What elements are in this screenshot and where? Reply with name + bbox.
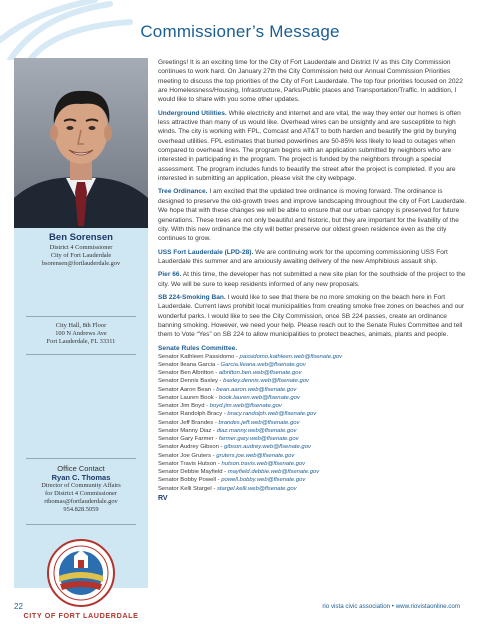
senator-email-link[interactable]: baxley.dennis.web@flsenate.gov (223, 378, 309, 385)
paragraph-lead: Tree Ordinance. (158, 188, 208, 196)
senator-email-link[interactable]: powell.bobby.web@flsenate.gov (221, 477, 306, 484)
senator-list-item (158, 353, 468, 361)
senator-name: Senator Debbie Mayfield - (158, 469, 228, 476)
senator-list-item (158, 402, 468, 410)
sidebar-divider (26, 316, 136, 317)
senator-email-link[interactable]: brandes.jeff.web@flsenate.gov (218, 419, 300, 426)
senator-name: Senator Lauren Book - (158, 394, 219, 401)
senator-list-item (158, 369, 468, 377)
senator-name: Senator Jeff Brandes - (158, 419, 219, 426)
senator-list-item (158, 419, 468, 427)
senator-name: Senator Jim Boyd - (158, 403, 210, 410)
page-title: Commissioner’s Message (140, 22, 340, 41)
senator-email-link[interactable]: diaz.manny.web@flsenate.gov (216, 427, 297, 434)
senator-email-link[interactable]: gruters.joe.web@flsenate.gov (216, 452, 295, 459)
senator-email-link[interactable]: Garcia.Ileana.web@flsenate.gov (220, 361, 306, 368)
senator-email-link[interactable]: passidomo.kathleen.web@flsenate.gov (239, 353, 343, 360)
paragraph-lead: USS Fort Lauderdale (LPD-28). (158, 248, 254, 256)
senator-list-item (158, 394, 468, 402)
senator-name: Senator Joe Gruters - (158, 452, 217, 459)
senator-name: Senator Kathleen Passidomo - (158, 353, 240, 360)
senator-list-item (158, 476, 468, 484)
senator-email-link[interactable]: mayfield.debbie.web@flsenate.gov (227, 469, 320, 476)
paragraph-lead: Pier 66. (158, 271, 182, 279)
office-contact-label: Office Contact (57, 464, 105, 473)
senator-list-item (158, 443, 468, 451)
office-contact (14, 464, 148, 514)
rules-committee-heading: Senate Rules Committee. (158, 344, 238, 352)
commissioner-info (14, 232, 148, 268)
article-body (158, 58, 468, 502)
senator-list-item (158, 435, 468, 443)
sidebar-divider (26, 354, 136, 355)
paragraph-text: I would like to see that there be no more smoking on the beach here in Fort Lauderdale. Current laws prohibit local municipalities from creating smoke free zones on beaches and our wonderful parks. I would like to see the City Commission, once SB 224 passes, create an ordinance banning smoking. However, we need your help. Please reach out to the Senate Rules Committee and tell them to Vote “Yes” on SB 224 to allow municipalities to protect beaches, animals, plants and people. (158, 293, 465, 339)
senator-list-item (158, 452, 468, 460)
senator-email-link[interactable]: bracy.randolph.web@flsenate.gov (227, 411, 317, 418)
senator-name: Senator Bobby Powell - (158, 477, 222, 484)
commissioner-name: Ben Sorensen (49, 232, 113, 243)
senator-email-link[interactable]: stargel.kelli.web@flsenate.gov (216, 485, 297, 492)
senator-list (158, 353, 468, 493)
commissioner-title: District 4 Commissioner (49, 244, 113, 251)
office-contact-line: for District 4 Commissioner (45, 490, 117, 497)
senator-list-item (158, 377, 468, 385)
commissioner-portrait (14, 58, 148, 228)
paragraph-text: While electricity and internet and are vital, the way they enter our homes is often less attractive than many of us would like. Overhead wires can be unsightly and are susceptible to high winds. The city is working with FPL, Comcast and AT&T to both harden and beautify the grid by burying overhead utilities. FPL estimates that buried powerlines are 50-85% less likely to lead to outages when compared to overhead lines. The program begins with an application submitted by neighbors who are interested in participating in the program. The project is funded by the neighbors through a special assessment. The program includes funds to beautify the street after the project is completed. If you are interested in submitting an application, please visit the city webpage. (158, 109, 461, 183)
city-name-wordmark: CITY OF FORT LAUDERDALE (23, 611, 139, 620)
address-line: Fort Lauderdale, FL 33311 (46, 338, 116, 345)
senator-list-item (158, 468, 468, 476)
paragraph-text: At this time, the developer has not submitted a new site plan for the southside of the project to the city. We will be sure to keep residents informed of any new proposals. (158, 271, 466, 288)
address-line: 100 N Andrews Ave (55, 330, 107, 337)
senator-name: Senator Aaron Bean - (158, 386, 217, 393)
senator-list-item (158, 361, 468, 369)
office-contact-line: Director of Community Affairs (41, 482, 121, 489)
paragraph-uss-fort-lauderdale (158, 248, 468, 267)
paragraph-pier-66 (158, 270, 468, 289)
senator-name: Senator Travis Hutson - (158, 460, 222, 467)
senator-list-item (158, 460, 468, 468)
paragraph-text: I am excited that the updated tree ordinance is moving forward. The ordinance is designed to preserve the old-growth trees and improve landscaping throughout the city of Fort Lauderdale. We hope that with these changes we will be able to ensure that our urban canopy is preserved for future generations. These trees are not only beautiful and historic, but they are important for the livability of the city. With this new ordinance the city will better preserve our oldest green residence even as the city continues to grow. (158, 188, 467, 243)
senator-name: Senator Manny Diaz - (158, 427, 217, 434)
senator-list-item (158, 386, 468, 394)
senator-name: Senator Ben Albritton - (158, 370, 219, 377)
paragraph-tree-ordinance (158, 187, 468, 243)
senator-email-link[interactable]: boyd.jim.web@flsenate.gov (209, 403, 282, 410)
senator-email-link[interactable]: book.lauren.web@flsenate.gov (218, 394, 300, 401)
publication-footer: rio vista civic association • www.riovistaonline.com (322, 603, 460, 610)
sidebar-divider (26, 458, 136, 459)
senator-email-link[interactable]: gibson.audrey.web@flsenate.gov (224, 444, 311, 451)
senator-name: Senator Randolph Bracy - (158, 411, 228, 418)
office-contact-name: Ryan C. Thomas (51, 473, 111, 482)
senator-email-link[interactable]: bean.aaron.web@flsenate.gov (216, 386, 297, 393)
paragraph-underground-utilities (158, 109, 468, 184)
address-line: City Hall, 8th Floor (55, 322, 107, 329)
senator-email-link[interactable]: farmer.gary.web@flsenate.gov (218, 436, 299, 443)
senator-email-link[interactable]: albritton.ben.web@flsenate.gov (218, 370, 302, 377)
senator-list-item (158, 485, 468, 493)
senator-email-link[interactable]: hutson.travis.web@flsenate.gov (221, 460, 306, 467)
senator-name: Senator Dennis Baxley - (158, 378, 224, 385)
paragraph-text: We are continuing work for the upcoming commissioning USS Fort Lauderdale this summer and are anxiously awaiting delivery of the new Amphibious assault ship. (158, 248, 448, 265)
senator-name: Senator Ileana Garcia - (158, 361, 221, 368)
commissioner-email: bsorensen@fortlauderdale.gov (41, 260, 121, 267)
page-number: 22 (14, 602, 23, 611)
paragraph-sb-224 (158, 293, 468, 340)
senator-list-item (158, 410, 468, 418)
office-contact-email: rthomas@fortlauderdale.gov (44, 498, 118, 505)
sidebar-divider (26, 524, 136, 525)
paragraph-text: Greetings! It is an exciting time for the City of Fort Lauderdale and District IV as this City Commission continues to work hard. On January 27th the City Commission held our Annual Commission Priorities meeting to discuss the top priorities of the City of Fort Lauderdale. The top four priorities focused on 2022 are Homelessness/Housing, Infrastructure, Parks/Public places and Transportation/Traffic. In addition, I would like to share with you some other updates. (158, 59, 463, 104)
city-hall-address (14, 322, 148, 346)
senator-name: Senator Gary Farmer - (158, 436, 219, 443)
city-seal-logo (46, 538, 116, 608)
commissioner-city: City of Fort Lauderdale (50, 252, 112, 259)
paragraph-lead: Underground Utilities. (158, 109, 227, 117)
senator-list-item (158, 427, 468, 435)
senator-name: Senator Audrey Gibson - (158, 444, 225, 451)
office-contact-phone: 954.828.5059 (63, 506, 99, 513)
paragraph-lead: SB 224-Smoking Ban. (158, 293, 226, 301)
paragraph-greetings (158, 58, 468, 105)
senator-name: Senator Kelli Stargel - (158, 485, 217, 492)
end-mark: RV (158, 494, 168, 502)
